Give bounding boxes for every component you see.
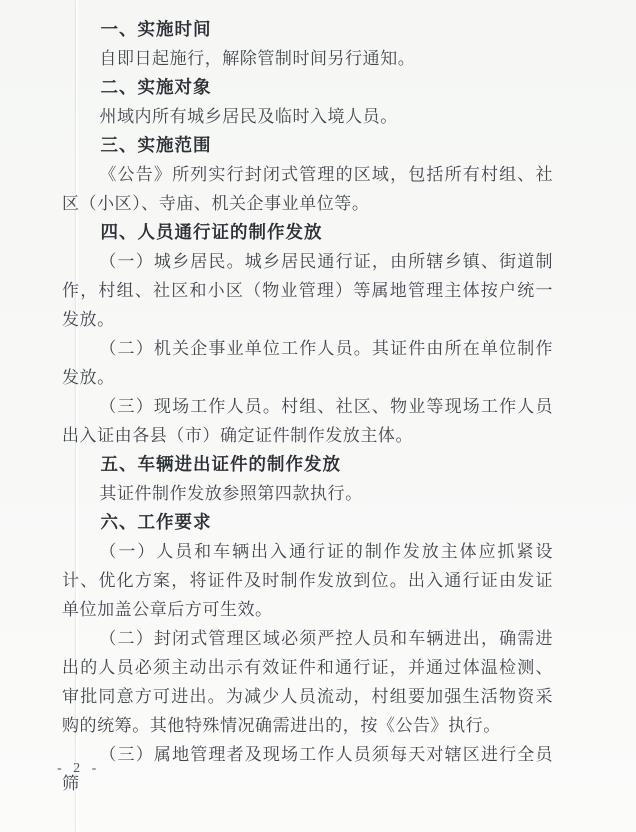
paragraph: （三）属地管理者及现场工作人员须每天对辖区进行全员筛 (62, 745, 553, 793)
paragraph: 其证件制作发放参照第四款执行。 (99, 484, 363, 503)
paragraph: 《公告》所列实行封闭式管理的区域，包括所有村组、社区（小区）、寺庙、机关企事业单位等。 (62, 165, 553, 213)
paragraph: （二）封闭式管理区域必须严控人员和车辆进出，确需进出的人员必须主动出示有效证件和通行证，并通过体温检测、审批同意方可进出。为减少人员流动，村组要加强生活物资采购的统筹。其他特殊情况确需进出的，按《公告》执行。 (62, 629, 553, 735)
section-heading-6: 六、工作要求 (100, 512, 212, 532)
paragraph: （三）现场工作人员。村组、社区、物业等现场工作人员出入证由各县（市）确定证件制作发放主体。 (62, 397, 553, 445)
paragraph: （一）城乡居民。城乡居民通行证，由所辖乡镇、街道制作，村组、社区和小区（物业管理）等属地管理主体按户统一发放。 (62, 252, 553, 329)
paragraph: （二）机关企事业单位工作人员。其证件由所在单位制作发放。 (62, 339, 553, 387)
section-heading-5: 五、车辆进出证件的制作发放 (100, 454, 341, 474)
page-number: - 2 - (57, 761, 101, 776)
section-heading-1: 一、实施时间 (100, 19, 212, 39)
paragraph: 州域内所有城乡居民及临时入境人员。 (99, 107, 398, 126)
section-heading-4: 四、人员通行证的制作发放 (100, 222, 323, 242)
section-heading-3: 三、实施范围 (100, 135, 212, 155)
document-body (62, 15, 553, 798)
paragraph: 自即日起施行，解除管制时间另行通知。 (99, 49, 416, 68)
section-heading-2: 二、实施对象 (100, 77, 212, 97)
paragraph: （一）人员和车辆出入通行证的制作发放主体应抓紧设计、优化方案，将证件及时制作发放到位。出入通行证由发证单位加盖公章后方可生效。 (62, 542, 553, 619)
